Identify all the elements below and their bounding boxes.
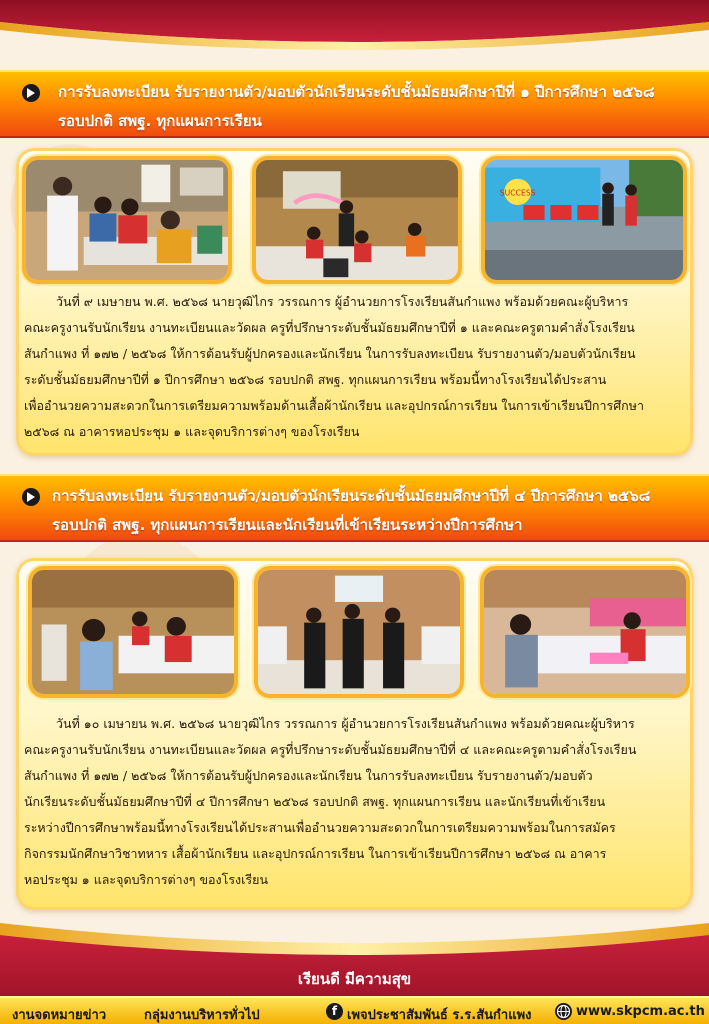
section1-title-line2: รอบปกติ สพฐ. ทุกแผนการเรียน [58,112,262,130]
section1-paragraph-line: สันกำแพง ที่ ๑๗๒ / ๒๕๖๘ ให้การต้อนรับผู้ปกครองและนักเรียน ในการรับลงทะเบียน รับรายงานตัว/มอบตัวนักเรียน [24,346,636,361]
section2-paragraph-line: วันที่ ๑๐ เมษายน พ.ศ. ๒๕๖๘ นายวุฒิไกร วรรณการ ผู้อำนวยการโรงเรียนสันกำแพง พร้อมด้วยคณะผู้บริหาร [56,716,635,731]
newsletter-label: งานจดหมายข่าว [12,1008,107,1023]
section2-photo-registration-hall [28,566,238,698]
section1-paragraph-line: ๒๕๖๘ ณ อาคารหอประชุม ๑ และจุดบริการต่างๆ ของโรงเรียน [24,424,360,439]
website-link[interactable]: www.skpcm.ac.th [576,1004,705,1019]
arrow-right-icon [22,488,40,506]
section2-paragraph-line: หอประชุม ๑ และจุดบริการต่างๆ ของโรงเรียน [24,872,269,887]
section2-photo-parents-desk [480,566,690,698]
section1-paragraph-line: เพื่ออำนวยความสะดวกในการเตรียมความพร้อมด้านเสื้อผ้านักเรียน และอุปกรณ์การเรียน ในการเข้าเรียนปีการศึกษา [24,398,644,413]
globe-icon [555,1003,572,1020]
group-label: กลุ่มงานบริหารทั่วไป [144,1008,260,1023]
section2-paragraph-line: กิจกรรมนักศึกษาวิชาทหาร เสื้อผ้านักเรียน และอุปกรณ์การเรียน ในการเข้าเรียนปีการศึกษา ๒๕๖๘ ณ อาคาร [24,846,607,861]
facebook-icon: f [326,1003,343,1020]
section2-title-line2: รอบปกติ สพฐ. ทุกแผนการเรียนและนักเรียนที่เข้าเรียนระหว่างปีการศึกษา [52,516,523,534]
slogan: เรียนดี มีความสุข [297,970,412,988]
section2-title-line1: การรับลงทะเบียน รับรายงานตัว/มอบตัวนักเรียนระดับชั้นมัธยมศึกษาปีที่ ๔ ปีการศึกษา ๒๕๖๘ [52,487,651,505]
facebook-page-link[interactable]: เพจประชาสัมพันธ์ ร.ร.สันกำแพง [347,1008,532,1023]
section2-card [16,558,693,910]
section1-photo-hall-tables [252,156,462,284]
section1-photo-registration-desk [22,156,232,284]
section2-paragraph-line: ระหว่างปีการศึกษาพร้อมนี้ทางโรงเรียนได้ประสานเพื่ออำนวยความสะดวกในการเตรียมความพร้อมในการสมัคร [24,820,616,835]
section1-card [16,148,693,456]
footer-bar [0,996,709,1024]
section1-photo-welcome-sign [481,156,687,284]
arrow-right-icon [22,84,40,102]
sign-text: SUCCESS [499,188,536,198]
section1-header [0,70,709,138]
section2-photo-administrators [254,566,464,698]
section2-paragraph-line: คณะครูงานรับนักเรียน งานทะเบียนและวัดผล ครูที่ปรึกษาระดับชั้นมัธยมศึกษาปีที่ ๔ และคณะครูตามคำสั่งโรงเรียน [24,742,637,757]
section1-title-line1: การรับลงทะเบียน รับรายงานตัว/มอบตัวนักเรียนระดับชั้นมัธยมศึกษาปีที่ ๑ ปีการศึกษา ๒๕๖๘ [58,83,655,101]
section1-paragraph-line: วันที่ ๙ เมษายน พ.ศ. ๒๕๖๘ นายวุฒิไกร วรรณการ ผู้อำนวยการโรงเรียนสันกำแพง พร้อมด้วยคณะผู้บริหาร [56,294,629,309]
section2-paragraph-line: สันกำแพง ที่ ๑๗๒ / ๒๕๖๘ ให้การต้อนรับผู้ปกครองและนักเรียน ในการรับลงทะเบียน รับรายงานตัว/มอบตัว [24,768,593,783]
section1-paragraph-line: ระดับชั้นมัธยมศึกษาปีที่ ๑ ปีการศึกษา ๒๕๖๘ รอบปกติ สพฐ. ทุกแผนการเรียน พร้อมนี้ทางโรงเรียนได้ประสาน [24,372,607,387]
section1-paragraph-line: คณะครูงานรับนักเรียน งานทะเบียนและวัดผล ครูที่ปรึกษาระดับชั้นมัธยมศึกษาปีที่ ๑ และคณะครูตามคำสั่งโรงเรียน [24,320,635,335]
top-banner [0,0,709,62]
section2-header [0,474,709,542]
section2-paragraph-line: นักเรียนระดับชั้นมัธยมศึกษาปีที่ ๔ ปีการศึกษา ๒๕๖๘ รอบปกติ สพฐ. ทุกแผนการเรียน และนักเรียนที่เข้าเรียน [24,794,606,809]
